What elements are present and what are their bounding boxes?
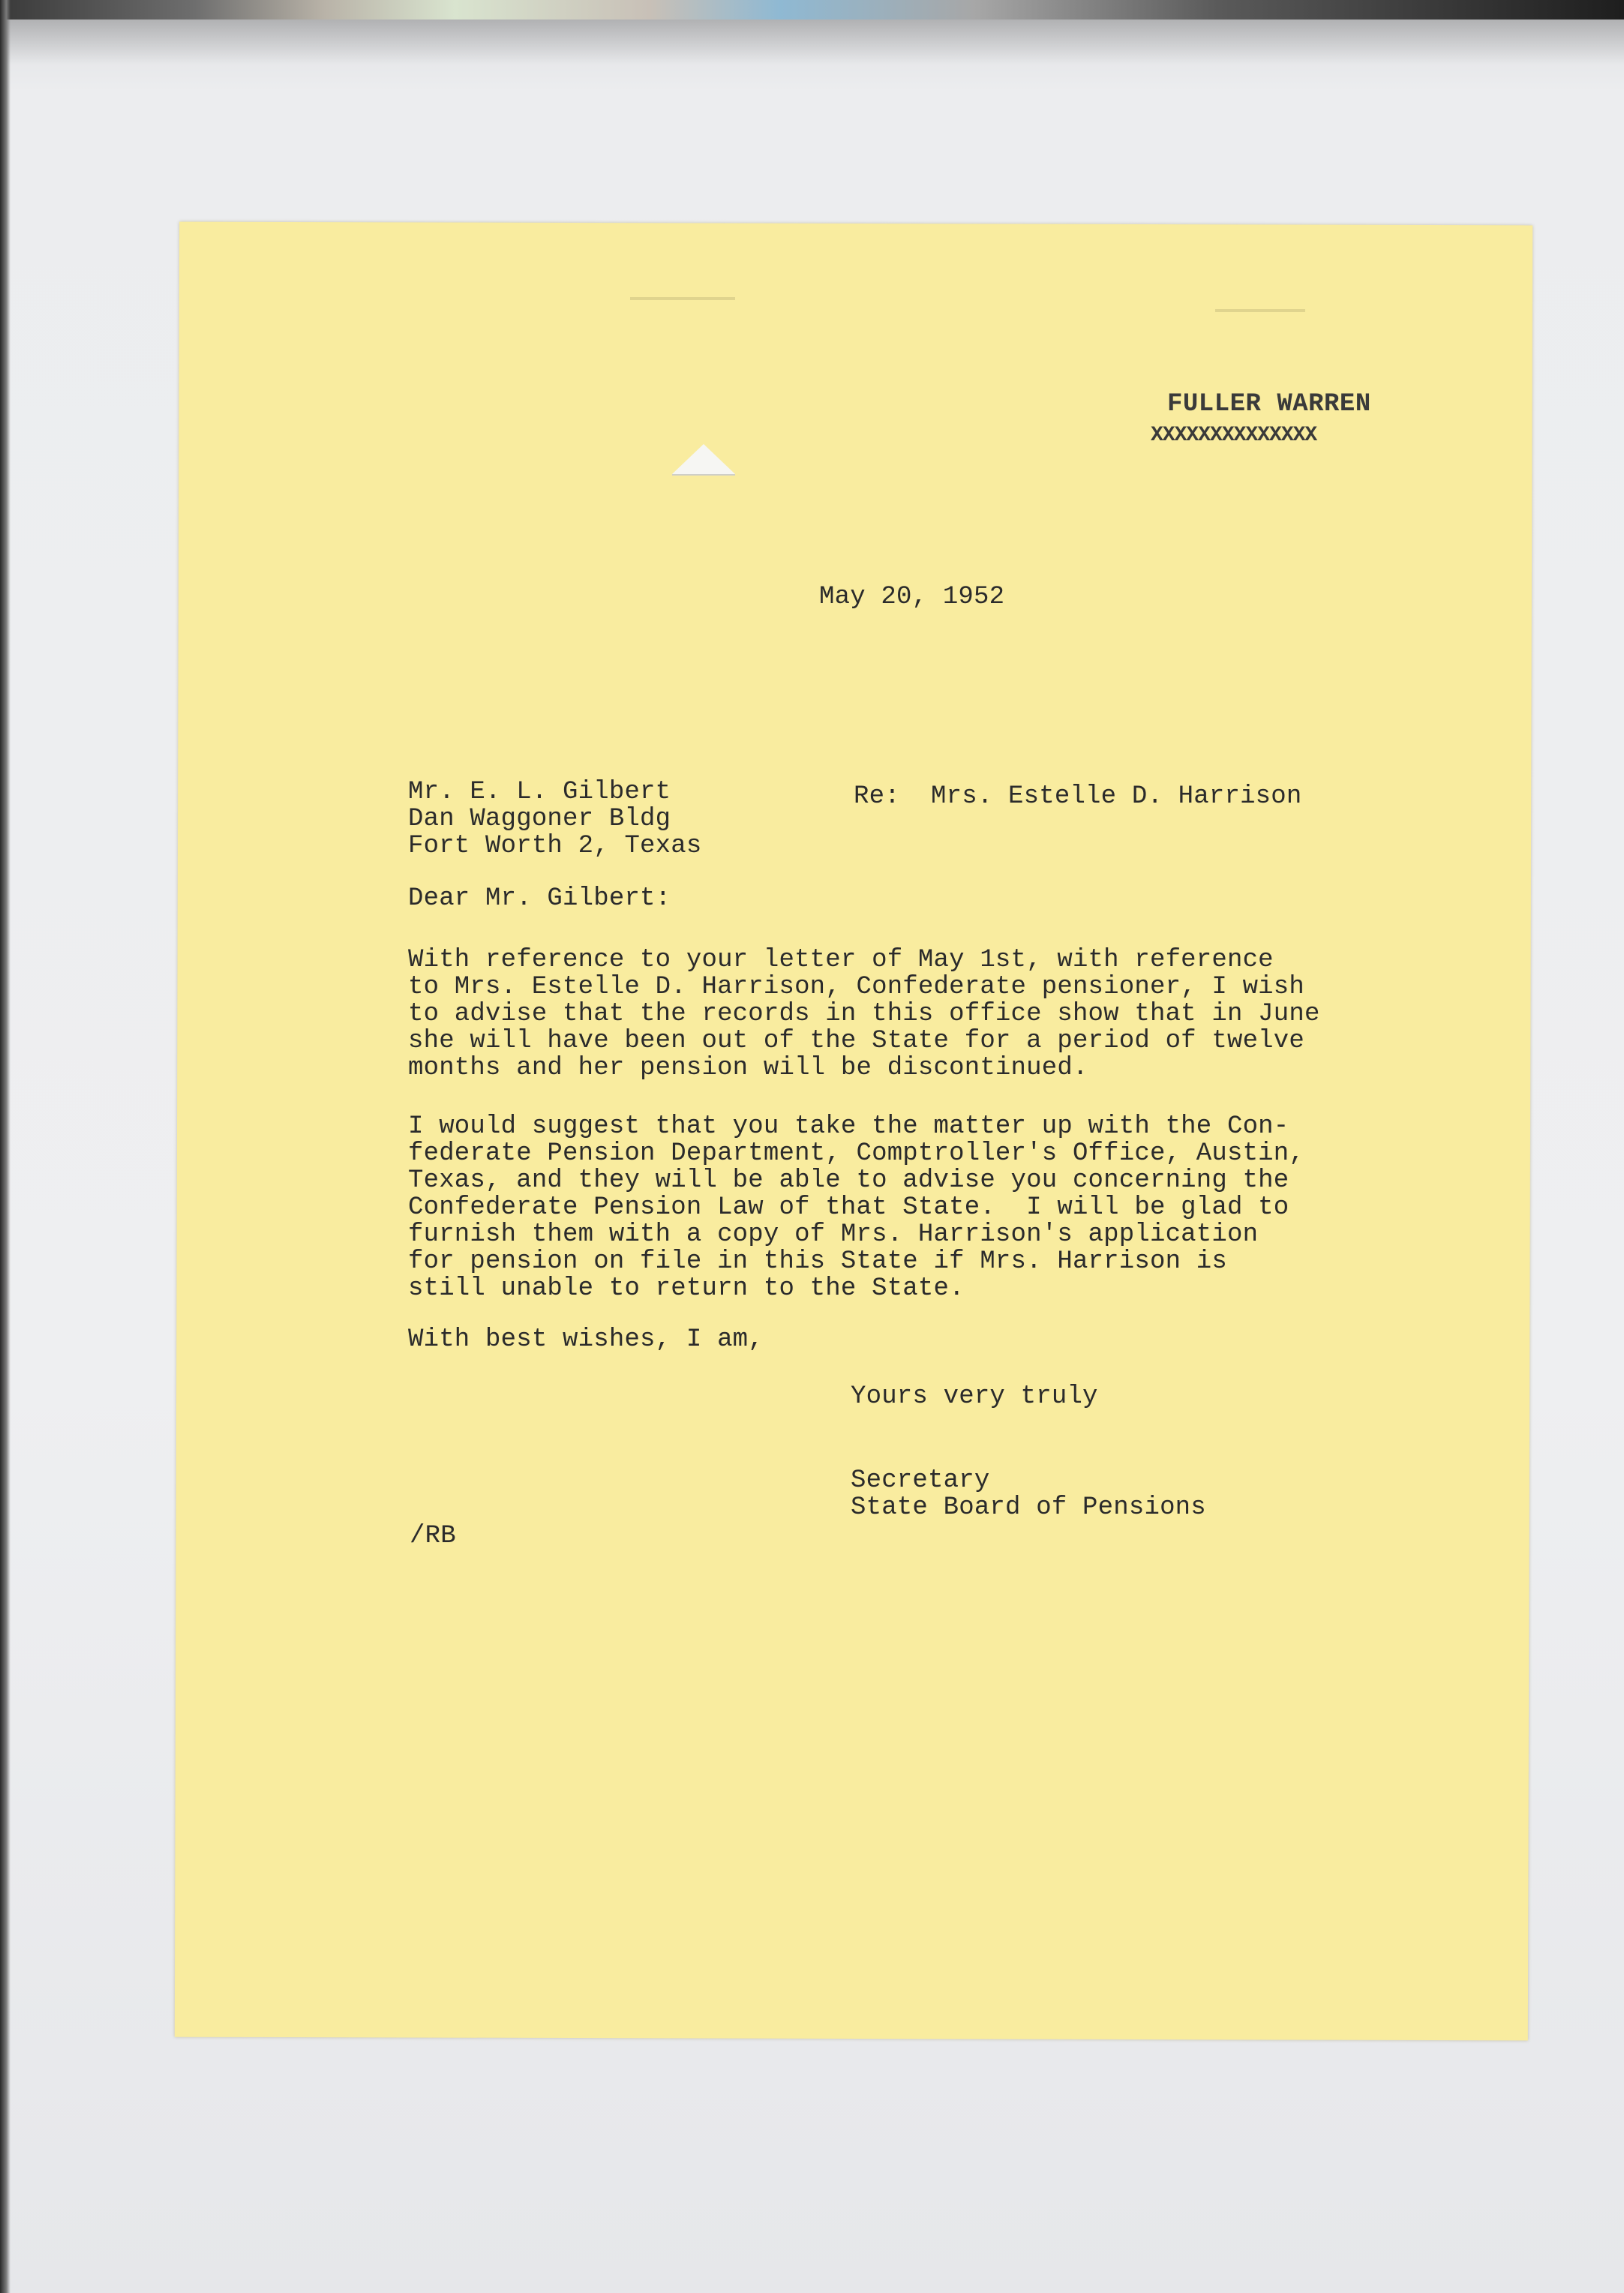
- letter-date: May 20, 1952: [819, 583, 1005, 611]
- faint-paper-mark: [630, 297, 735, 300]
- closing-line: With best wishes, I am,: [408, 1325, 764, 1354]
- complimentary-close: Yours very truly: [851, 1382, 1098, 1411]
- paper-tear-mark: [672, 444, 735, 474]
- letterhead-name: FULLER WARREN: [1167, 390, 1371, 419]
- re-line: Re: Mrs. Estelle D. Harrison: [854, 782, 1302, 811]
- letterhead-struck-title: XXXXXXXXXXXXXX: [1151, 424, 1317, 447]
- recipient-address: Mr. E. L. Gilbert Dan Waggoner Bldg Fort Worth 2, Texas: [408, 778, 702, 860]
- body-paragraph-2: I would suggest that you take the matter up with the Con- federate Pension Department, Comptroller's Office, Austin, Texas, and they will be able to advise you concerning the Confederate Pension Law of that State. I will be glad to furnish them with a copy of Mrs. Harrison's application for pension on file in this State if Mrs. Harrison is still unable to return to the State.: [408, 1112, 1304, 1303]
- body-paragraph-1: With reference to your letter of May 1st, with reference to Mrs. Estelle D. Harrison, Confederate pensioner, I wish to advise that the records in this office show that in June she will have been out of the State for a period of twelve months and her pension will be discontinued.: [408, 946, 1320, 1082]
- scanner-left-edge: [0, 0, 11, 2293]
- salutation: Dear Mr. Gilbert:: [408, 884, 671, 913]
- typist-initials: /RB: [410, 1522, 456, 1550]
- scanner-edge-strip: [0, 0, 1624, 20]
- paper-tear-edge: [672, 474, 735, 476]
- faint-paper-mark: [1215, 309, 1305, 312]
- signature-block: Secretary State Board of Pensions: [851, 1466, 1206, 1522]
- scanner-edge-shadow: [0, 20, 1624, 65]
